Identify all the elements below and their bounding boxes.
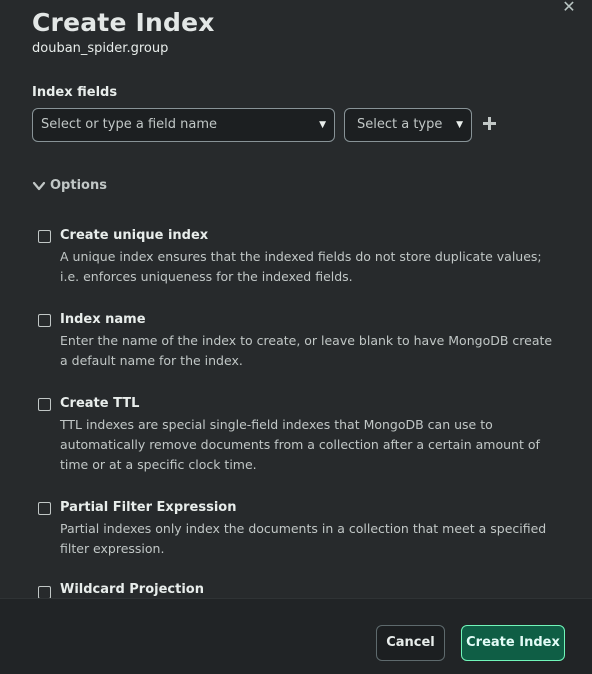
caret-down-icon: ▼ — [319, 120, 326, 130]
option-unique-index — [38, 228, 558, 288]
partial-filter-checkbox[interactable] — [38, 502, 51, 515]
options-label: Options — [50, 178, 107, 193]
option-title: Partial Filter Expression — [60, 500, 237, 515]
field-type-select[interactable] — [344, 108, 472, 142]
modal-footer — [0, 598, 592, 674]
caret-down-icon: ▼ — [456, 120, 463, 130]
option-description: Partial indexes only index the documents in a collection that meet a specified filter expression. — [60, 521, 547, 556]
close-icon[interactable]: ✕ — [562, 0, 576, 16]
namespace-label: douban_spider.group — [32, 41, 169, 56]
field-name-select[interactable] — [32, 108, 335, 142]
option-description: TTL indexes are special single-field indexes that MongoDB can use to automatically remove documents from a collection after a certain amount of time or at a specific clock time. — [60, 417, 540, 472]
option-description: Enter the name of the index to create, or leave blank to have MongoDB create a default name for the index. — [60, 333, 553, 368]
field-name-placeholder: Select or type a field name — [41, 117, 217, 132]
cancel-button[interactable]: Cancel — [376, 625, 445, 661]
options-toggle[interactable] — [32, 178, 107, 193]
create-index-button[interactable]: Create Index — [461, 625, 565, 661]
index-fields-label: Index fields — [32, 85, 118, 100]
modal-title: Create Index — [32, 8, 215, 37]
add-field-plus-icon[interactable] — [482, 116, 498, 132]
option-title: Create TTL — [60, 396, 140, 411]
option-partial-filter — [38, 500, 558, 560]
index-name-checkbox[interactable] — [38, 314, 51, 327]
option-title: Wildcard Projection — [60, 582, 204, 597]
option-title: Create unique index — [60, 228, 209, 243]
option-index-name — [38, 312, 558, 372]
option-description: A unique index ensures that the indexed fields do not store duplicate values; i.e. enforces uniqueness for the indexed fields. — [60, 249, 542, 284]
option-wildcard-projection — [38, 582, 238, 597]
field-type-placeholder: Select a type — [357, 117, 443, 132]
unique-index-checkbox[interactable] — [38, 230, 51, 243]
chevron-down-icon — [32, 179, 46, 193]
create-ttl-checkbox[interactable] — [38, 398, 51, 411]
option-title: Index name — [60, 312, 146, 327]
option-create-ttl — [38, 396, 558, 476]
